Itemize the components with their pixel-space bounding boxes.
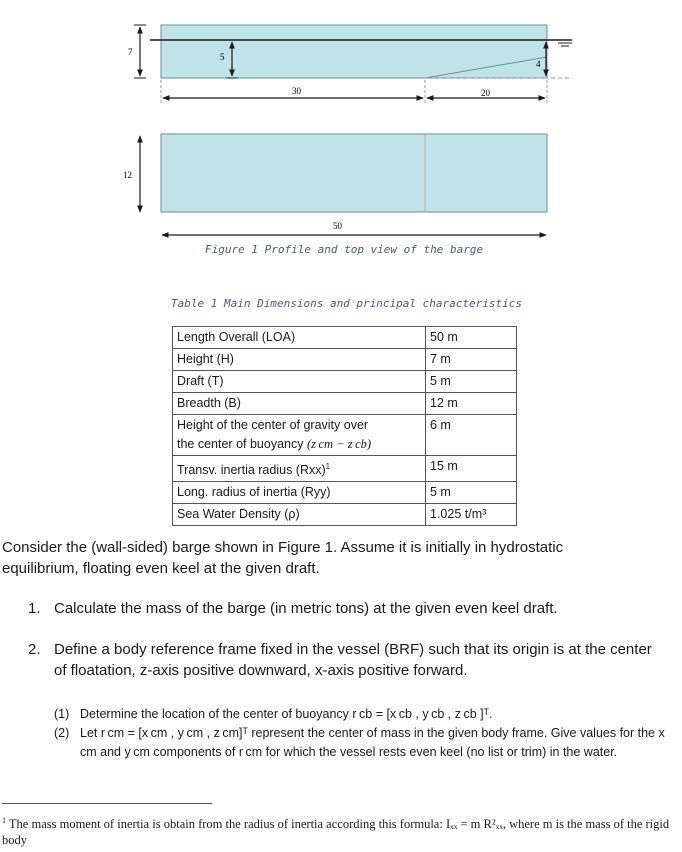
dim-label-50: 50 — [333, 221, 342, 231]
row-label: Draft (T) — [173, 371, 426, 393]
footnote-divider — [2, 803, 212, 804]
row-label-line2: the center of buoyancy — [177, 437, 304, 451]
question-1: Calculate the mass of the barge (in metric tons) at the given even keel draft. — [54, 600, 558, 617]
row-label: Long. radius of inertia (Ryy) — [173, 482, 426, 504]
footnote-ref: 1 — [325, 462, 331, 471]
row-label-line1: Height of the center of gravity over — [177, 418, 369, 432]
barge-figure — [0, 0, 682, 270]
subquestion-2-number: (2) — [54, 726, 70, 740]
row-value: 15 m — [426, 456, 517, 482]
subquestion-1: Determine the location of the center of buoyancy r cb = [x cb , y cb , z cb ]ᵀ. — [80, 707, 493, 721]
dim-label-7: 7 — [128, 47, 133, 57]
row-label: Breadth (B) — [173, 393, 426, 415]
table-row — [173, 349, 517, 371]
table-row — [173, 371, 517, 393]
row-label-text: Transv. inertia radius (Rxx) — [177, 463, 326, 478]
intro-paragraph: Consider the (wall-sided) barge shown in Figure 1. Assume it is initially in hydrostatic equilibrium, floating even keel at the given draft. — [2, 539, 564, 577]
table-row — [173, 415, 517, 456]
dim-label-4: 4 — [536, 59, 541, 69]
table-caption: Table 1 Main Dimensions and principal characteristics — [171, 297, 522, 310]
table-row — [173, 456, 517, 482]
row-label: Sea Water Density (ρ) — [173, 504, 426, 526]
row-label-math: (z cm − z cb) — [306, 437, 372, 451]
subquestion-2: Let r cm = [x cm , y cm , z cm]ᵀ represent the center of mass in the given body frame. Give values for the x cm and y cm components of r cm for which the vessel rests even keel (no list or trim) in the water. — [80, 726, 668, 759]
row-label — [173, 415, 426, 456]
table-row — [173, 393, 517, 415]
row-value: 50 m — [426, 327, 517, 349]
row-label — [173, 456, 426, 482]
row-label: Length Overall (LOA) — [173, 327, 426, 349]
row-value: 6 m — [426, 415, 517, 456]
table-row — [173, 327, 517, 349]
table-row — [173, 482, 517, 504]
footnote — [2, 813, 678, 848]
row-value: 7 m — [426, 349, 517, 371]
dim-label-5: 5 — [220, 52, 225, 62]
dim-label-30: 30 — [292, 86, 301, 96]
question-2-number: 2. — [28, 641, 41, 658]
question-1-number: 1. — [28, 600, 41, 617]
row-value: 12 m — [426, 393, 517, 415]
row-value: 5 m — [426, 482, 517, 504]
top-view-hull — [161, 134, 547, 212]
table-row — [173, 504, 517, 526]
row-value: 5 m — [426, 371, 517, 393]
figure-caption: Figure 1 Profile and top view of the barge — [205, 243, 484, 256]
dimensions-table — [172, 326, 517, 526]
row-value: 1.025 t/m³ — [426, 504, 517, 526]
dim-label-12: 12 — [123, 170, 132, 180]
footnote-mark: 1 — [2, 816, 6, 825]
subquestion-1-number: (1) — [54, 707, 70, 721]
row-label: Height (H) — [173, 349, 426, 371]
footnote-text: The mass moment of inertia is obtain from the radius of inertia according this formula: Iₓₓ = m R²ₓₓ, where m is the mass of the rigid body — [2, 817, 670, 848]
dim-label-20: 20 — [481, 88, 490, 98]
question-2: Define a body reference frame fixed in the vessel (BRF) such that its origin is at the center of floatation, z-axis positive downward, x-axis positive forward. — [54, 641, 652, 679]
